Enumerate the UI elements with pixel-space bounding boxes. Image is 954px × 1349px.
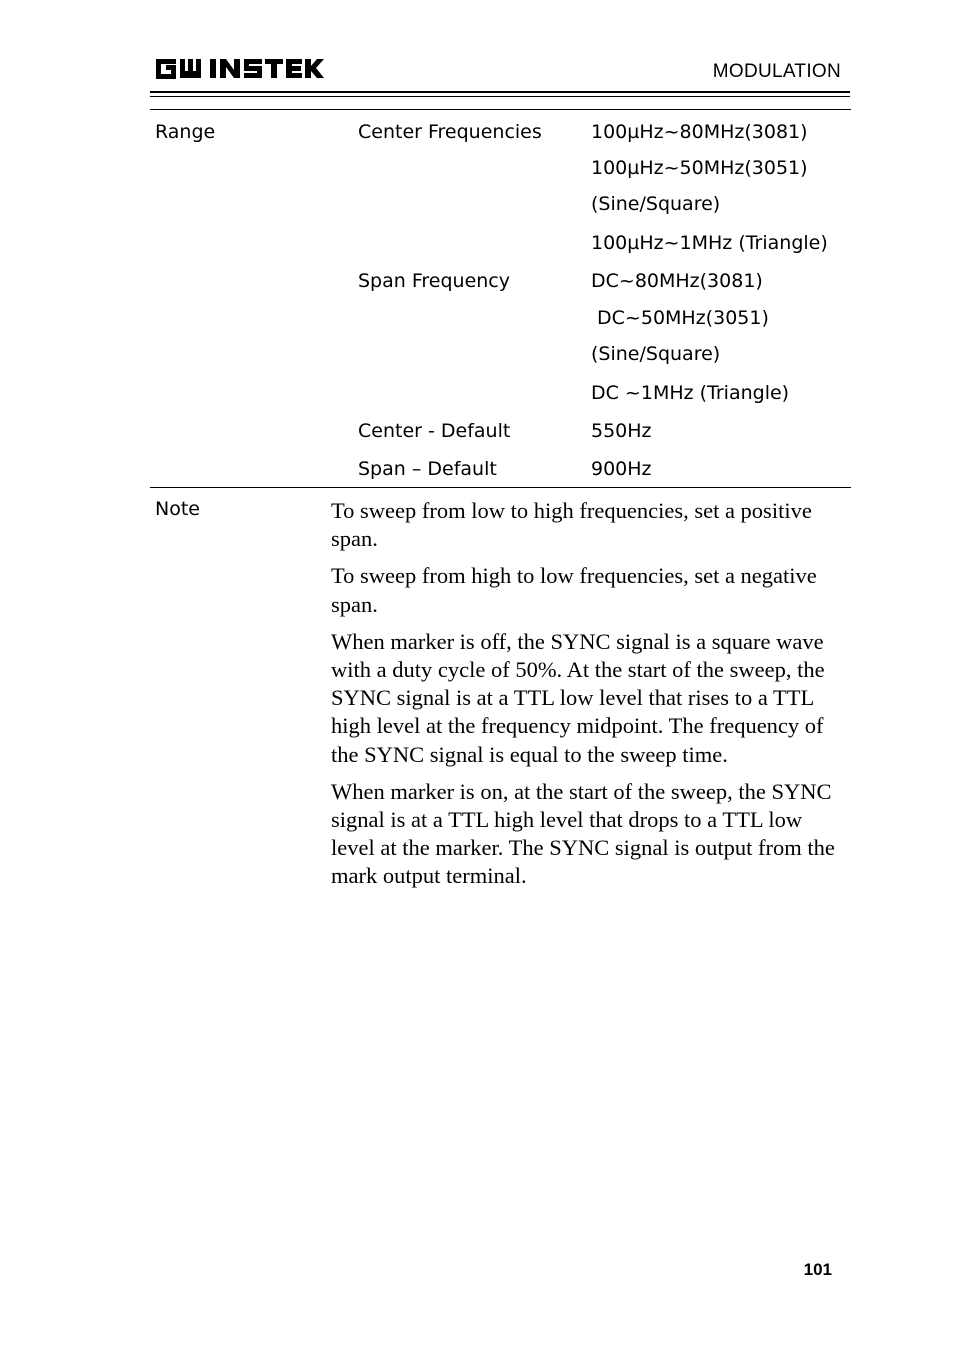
param-center-default: Center - Default <box>358 420 511 442</box>
gw-instek-logo <box>154 55 324 83</box>
header-rule-thin <box>150 96 850 97</box>
param-span-default: Span – Default <box>358 458 497 480</box>
value-span-freq-3081: DC~80MHz(3081) <box>591 270 763 292</box>
note-paragraph: To sweep from low to high frequencies, set a positive span. <box>331 498 812 552</box>
table-top-rule <box>150 109 851 110</box>
value-span-freq-3051: DC~50MHz(3051) <box>591 307 769 329</box>
param-center-frequencies: Center Frequencies <box>358 121 542 143</box>
note-label: Note <box>155 498 200 520</box>
value-center-freq-triangle: 100µHz~1MHz (Triangle) <box>591 232 828 254</box>
table-divider-rule <box>150 487 851 488</box>
value-span-freq-triangle: DC ~1MHz (Triangle) <box>591 382 790 404</box>
value-span-default: 900Hz <box>591 458 652 480</box>
value-center-freq-waveforms: (Sine/Square) <box>591 193 721 215</box>
range-label: Range <box>155 121 216 143</box>
param-span-frequency: Span Frequency <box>358 270 510 292</box>
note-paragraph: When marker is on, at the start of the sweep, the SYNC signal is at a TTL high level that drops to a TTL low level at the marker. The SYNC signal is output from the mark output terminal. <box>331 778 835 889</box>
note-paragraph: When marker is off, the SYNC signal is a square wave with a duty cycle of 50%. At the start of the sweep, the SYNC signal is at a TTL low level that rises to a TTL high level at the frequency midpoint. The frequency of the SYNC signal is equal to the sweep time. <box>331 628 825 767</box>
value-span-freq-waveforms: (Sine/Square) <box>591 343 721 365</box>
value-center-default: 550Hz <box>591 420 652 442</box>
value-center-freq-3081: 100µHz~80MHz(3081) <box>591 121 808 143</box>
page-number: 101 <box>803 1260 832 1279</box>
note-body <box>331 497 851 900</box>
value-center-freq-3051: 100µHz~50MHz(3051) <box>591 157 808 179</box>
section-title: MODULATION <box>712 61 841 82</box>
header-rule-thick <box>150 91 850 93</box>
note-paragraph: To sweep from high to low frequencies, set a negative span. <box>331 563 817 617</box>
